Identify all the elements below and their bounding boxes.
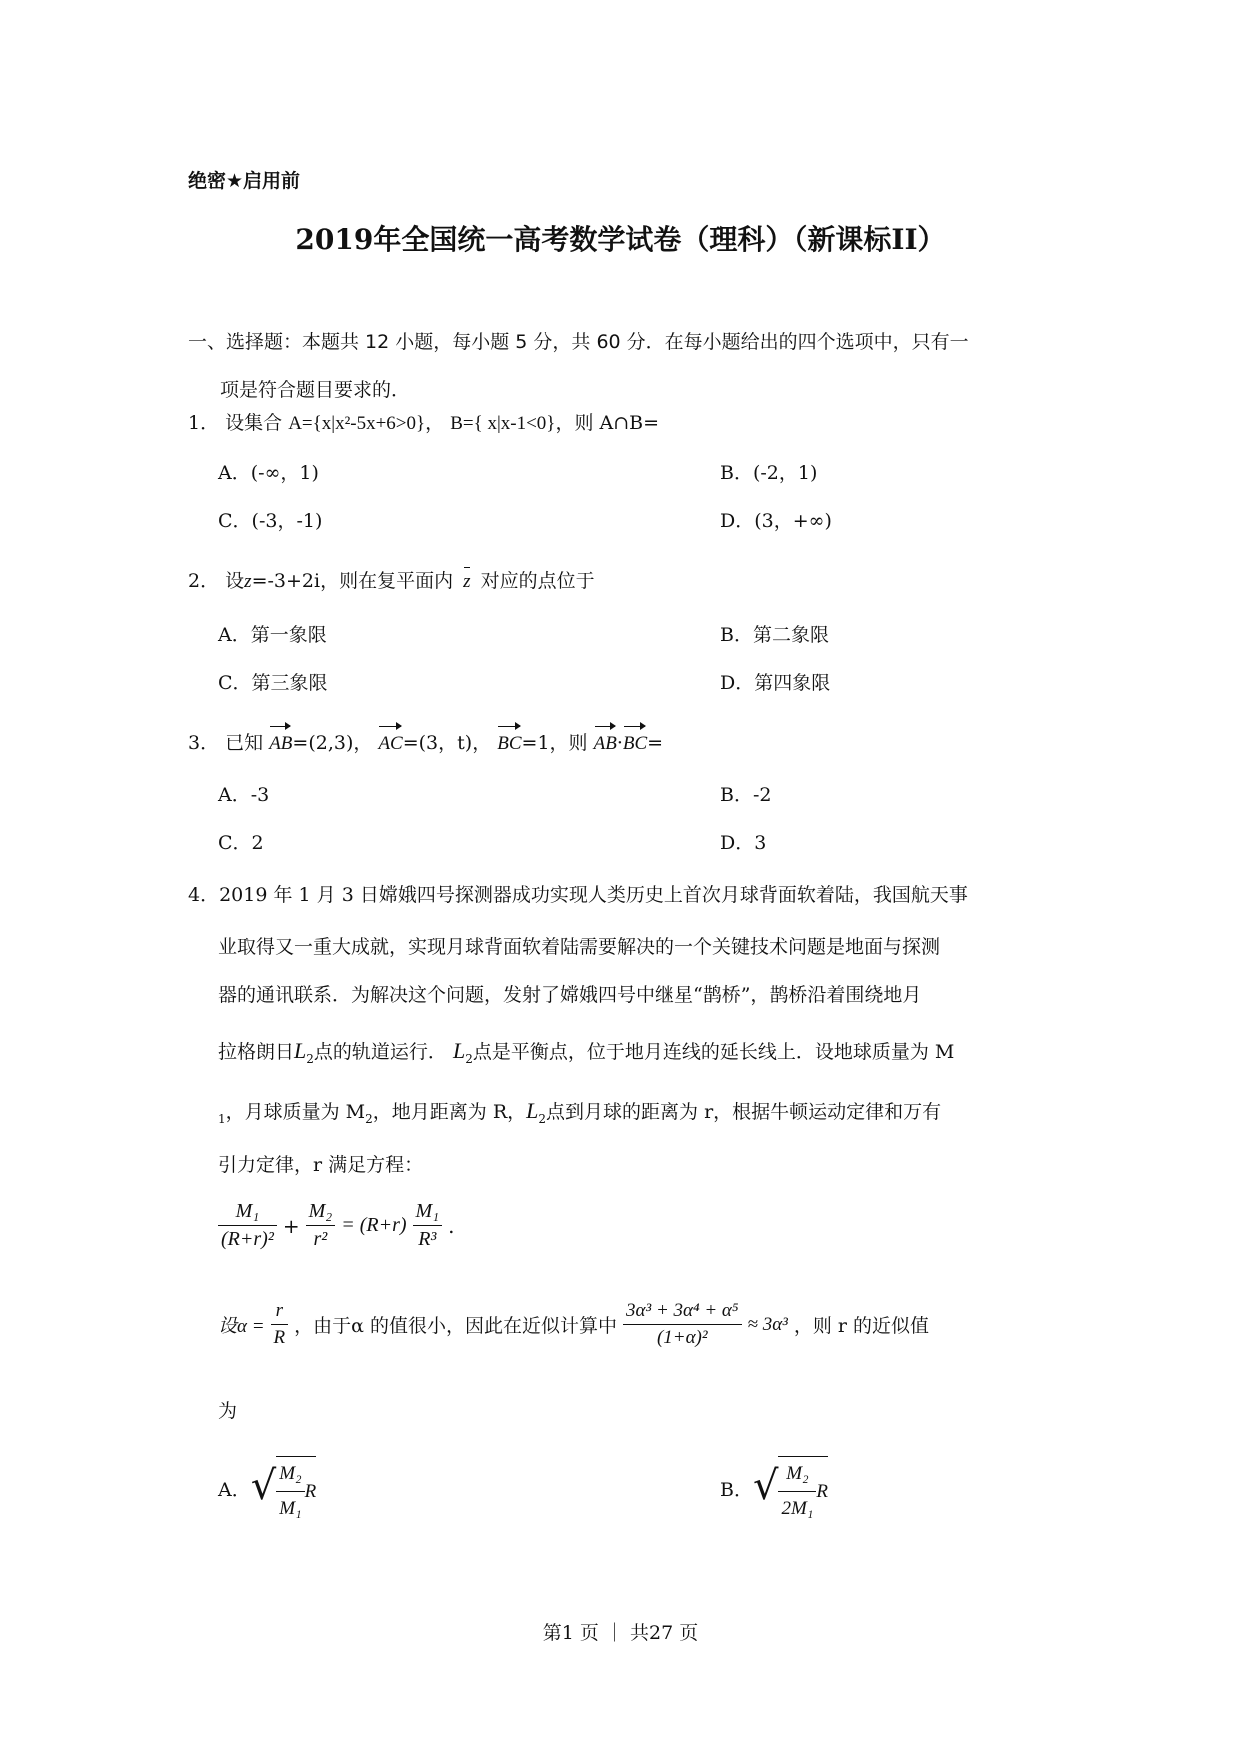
- question-1-number: 1．: [188, 412, 220, 434]
- question-1-post: ，则 A∩B=: [555, 412, 660, 434]
- question-1: [188, 408, 659, 439]
- question-4-number: 4．: [188, 884, 220, 906]
- vector-ab-2: AB: [594, 729, 617, 759]
- question-4-line-5: $_1$，月球质量为 $M_2$，地月距离为 R，$L_2$点到月球的距离为 r，根据牛顿运动定律和万有: [218, 1098, 942, 1126]
- vector-bc-value: =1，则: [521, 732, 588, 754]
- fraction-3: $\frac{\text{M₁}}{\text{R³}}$: [413, 1200, 443, 1251]
- question-2-zbar: z: [463, 567, 470, 597]
- q2-option-b[interactable]: B．第二象限: [720, 624, 829, 646]
- vector-ac: AC: [378, 729, 402, 759]
- q2-option-c[interactable]: C．第三象限: [218, 672, 328, 694]
- question-3-number: 3．: [188, 732, 220, 754]
- question-1-sep: ，: [425, 412, 445, 434]
- question-1-pre: 设集合: [225, 412, 283, 434]
- q2-option-d[interactable]: D．第四象限: [720, 672, 831, 694]
- question-4-line-6: 引力定律，r 满足方程：: [218, 1154, 424, 1176]
- question-2: [188, 566, 595, 597]
- vector-bc-magnitude: BC: [497, 729, 521, 759]
- section-instructions: [188, 318, 1068, 414]
- fraction-approx: $\frac{\text{3α³ + 3α⁴ + α⁵}}{\text{(1+α)²}}$: [623, 1300, 741, 1349]
- question-3: [188, 728, 663, 759]
- question-4-line-4: 拉格朗日$L_2$点的轨道运行． $L_2$点是平衡点，位于地月连线的延长线上．设地球质量为 M: [218, 1038, 955, 1066]
- vector-bc-2: BC: [623, 729, 647, 759]
- vector-ab: AB: [269, 729, 292, 759]
- sqrt-b: √ $\frac{\text{M₂}}{\text{2M₁}}$ R: [753, 1456, 828, 1524]
- fraction-2: $\frac{\text{M₂}}{\text{r²}}$: [306, 1200, 336, 1251]
- q3-option-b[interactable]: B．-2: [720, 784, 772, 806]
- question-4-line-1: 4．2019 年 1 月 3 日嫦娥四号探测器成功实现人类历史上首次月球背面软着陆，我国航天事: [188, 884, 968, 906]
- question-4-wei: 为: [218, 1400, 238, 1422]
- q3-option-a[interactable]: A．-3: [218, 784, 270, 806]
- vector-ab-value: =(2,3)，: [292, 732, 373, 754]
- q3-option-c[interactable]: C．2: [218, 832, 264, 854]
- q3-option-d[interactable]: D．3: [720, 832, 767, 854]
- section-line-1: 一、选择题：本题共 12 小题，每小题 5 分，共 60 分．在每小题给出的四个选项中，只有一: [188, 331, 969, 353]
- q4-option-a[interactable]: A． √ $\frac{\text{M₂}}{\text{M₁}}$ R: [218, 1456, 316, 1524]
- vector-ac-value: =(3，t)，: [402, 732, 492, 754]
- approximation-line: 设α = $\frac{r}{R}$ ，由于α 的值很小，因此在近似计算中 $\frac{\text{3α³ + 3α⁴ + α⁵}}{\text{(1+α)²}}$ ≈ 3α³ ，则 r 的近似值: [218, 1300, 930, 1348]
- question-1-set-b: B={ x|x-1<0}: [450, 413, 556, 434]
- q1-option-c[interactable]: C．(-3，-1): [218, 510, 323, 532]
- question-3-pre: 已知: [225, 732, 264, 754]
- q4-option-b[interactable]: B． √ $\frac{\text{M₂}}{\text{2M₁}}$ R: [720, 1456, 828, 1524]
- q1-option-d[interactable]: D．(3，+∞): [720, 510, 832, 532]
- q1-option-a[interactable]: A．(-∞，1): [218, 462, 319, 484]
- equation-newton: $\frac{\text{M₁}}{\text{(R+r)²}}$ + $\frac{\text{M₂}}{\text{r²}}$ = (R+r) $\frac{\text{M₁}}{\text{R³}}$ .: [218, 1200, 455, 1251]
- fraction-alpha: $\frac{r}{R}$: [271, 1300, 289, 1349]
- question-2-eq: =-3+2i，则在复平面内: [251, 570, 454, 592]
- section-line-2: 项是符合题目要求的．: [220, 379, 411, 401]
- page-footer: 第1 页 ｜ 共27 页: [542, 1622, 699, 1644]
- exam-title: 2019年全国统一高考数学试卷（理科）（新课标II）: [295, 223, 946, 256]
- question-2-post: 对应的点位于: [480, 570, 595, 592]
- question-4-line-3: 器的通讯联系．为解决这个问题，发射了嫦娥四号中继星“鹊桥”，鹊桥沿着围绕地月: [218, 984, 922, 1006]
- fraction-1: $\frac{\text{M₁}}{\text{(R+r)²}}$: [218, 1200, 277, 1251]
- question-2-z: z: [244, 571, 252, 592]
- secret-label: 绝密★启用前: [188, 170, 301, 192]
- question-1-set-a: A={x|x²-5x+6>0}: [288, 413, 426, 434]
- q1-option-b[interactable]: B．(-2，1): [720, 462, 818, 484]
- question-2-pre: 设: [225, 570, 245, 592]
- equals-sign: =: [647, 732, 664, 754]
- question-2-number: 2．: [188, 570, 220, 592]
- dot-operator: ·: [616, 732, 623, 754]
- q2-option-a[interactable]: A．第一象限: [218, 624, 327, 646]
- sqrt-a: √ $\frac{\text{M₂}}{\text{M₁}}$ R: [251, 1456, 317, 1524]
- question-4-line-2: 业取得又一重大成就，实现月球背面软着陆需要解决的一个关键技术问题是地面与探测: [218, 936, 941, 958]
